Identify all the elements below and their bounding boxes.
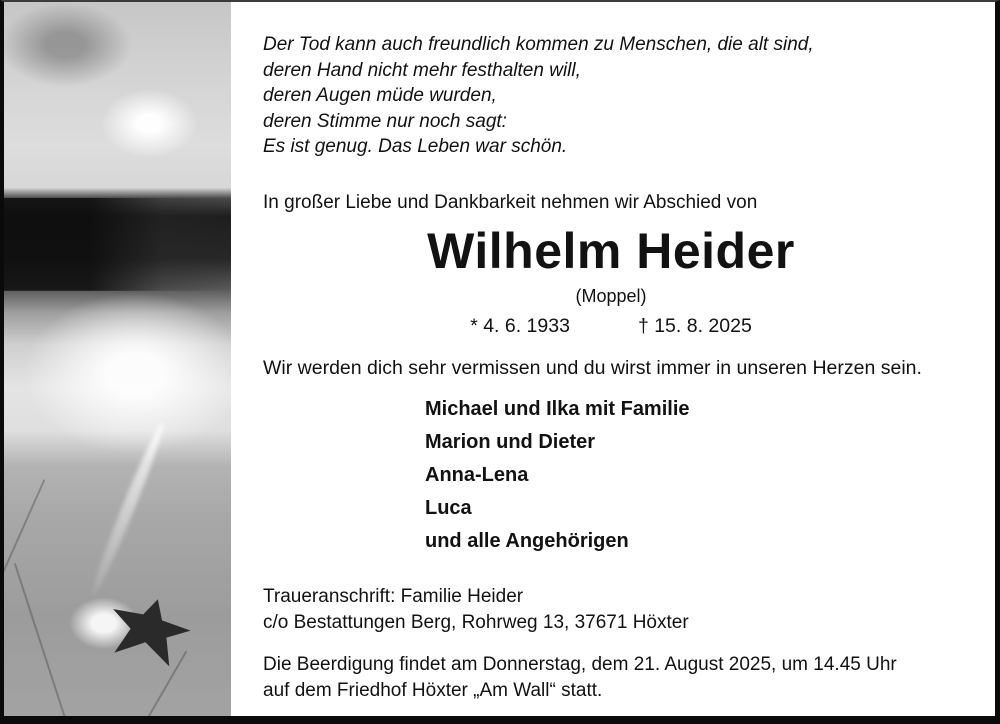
mourner-line: und alle Angehörigen — [425, 529, 629, 552]
poem-line: deren Stimme nur noch sagt: — [263, 110, 507, 132]
life-dates — [263, 313, 959, 339]
mourner-line: Michael und Ilka mit Familie — [425, 397, 690, 420]
funeral-info — [263, 652, 959, 704]
notice-text-column — [231, 2, 995, 716]
address-line: c/o Bestattungen Berg, Rohrweg 13, 37671 Höxter — [263, 611, 689, 633]
deceased-nickname: (Moppel) — [575, 285, 647, 306]
death-date: † 15. 8. 2025 — [637, 314, 752, 337]
memorial-poem — [263, 32, 959, 160]
mourner-line: Luca — [425, 496, 472, 519]
starfish-icon — [101, 588, 197, 672]
mourner-line: Marion und Dieter — [425, 430, 596, 453]
intro-line: In großer Liebe und Dankbarkeit nehmen wir Abschied von — [263, 191, 758, 213]
poem-line: deren Hand nicht mehr festhalten will, — [263, 59, 581, 81]
mourners-list — [425, 393, 959, 558]
poem-line: Der Tod kann auch freundlich kommen zu Menschen, die alt sind, — [263, 34, 814, 55]
funeral-line: auf dem Friedhof Höxter „Am Wall“ statt. — [263, 679, 603, 701]
memorial-beach-photo — [4, 2, 231, 716]
sand-crack-line — [14, 563, 68, 716]
poem-line: Es ist genug. Das Leben war schön. — [263, 136, 568, 157]
birth-date: * 4. 6. 1933 — [470, 314, 570, 337]
farewell-line: Wir werden dich sehr vermissen und du wirst immer in unseren Herzen sein. — [263, 356, 922, 379]
funeral-line: Die Beerdigung findet am Donnerstag, dem 21. August 2025, um 14.45 Uhr — [263, 653, 897, 675]
mourner-line: Anna-Lena — [425, 463, 529, 486]
deceased-name: Wilhelm Heider — [427, 222, 795, 279]
foam-trail — [88, 421, 168, 597]
address-line: Traueranschrift: Familie Heider — [263, 585, 524, 607]
condolence-address — [263, 584, 959, 636]
poem-line: deren Augen müde wurden, — [263, 85, 497, 106]
